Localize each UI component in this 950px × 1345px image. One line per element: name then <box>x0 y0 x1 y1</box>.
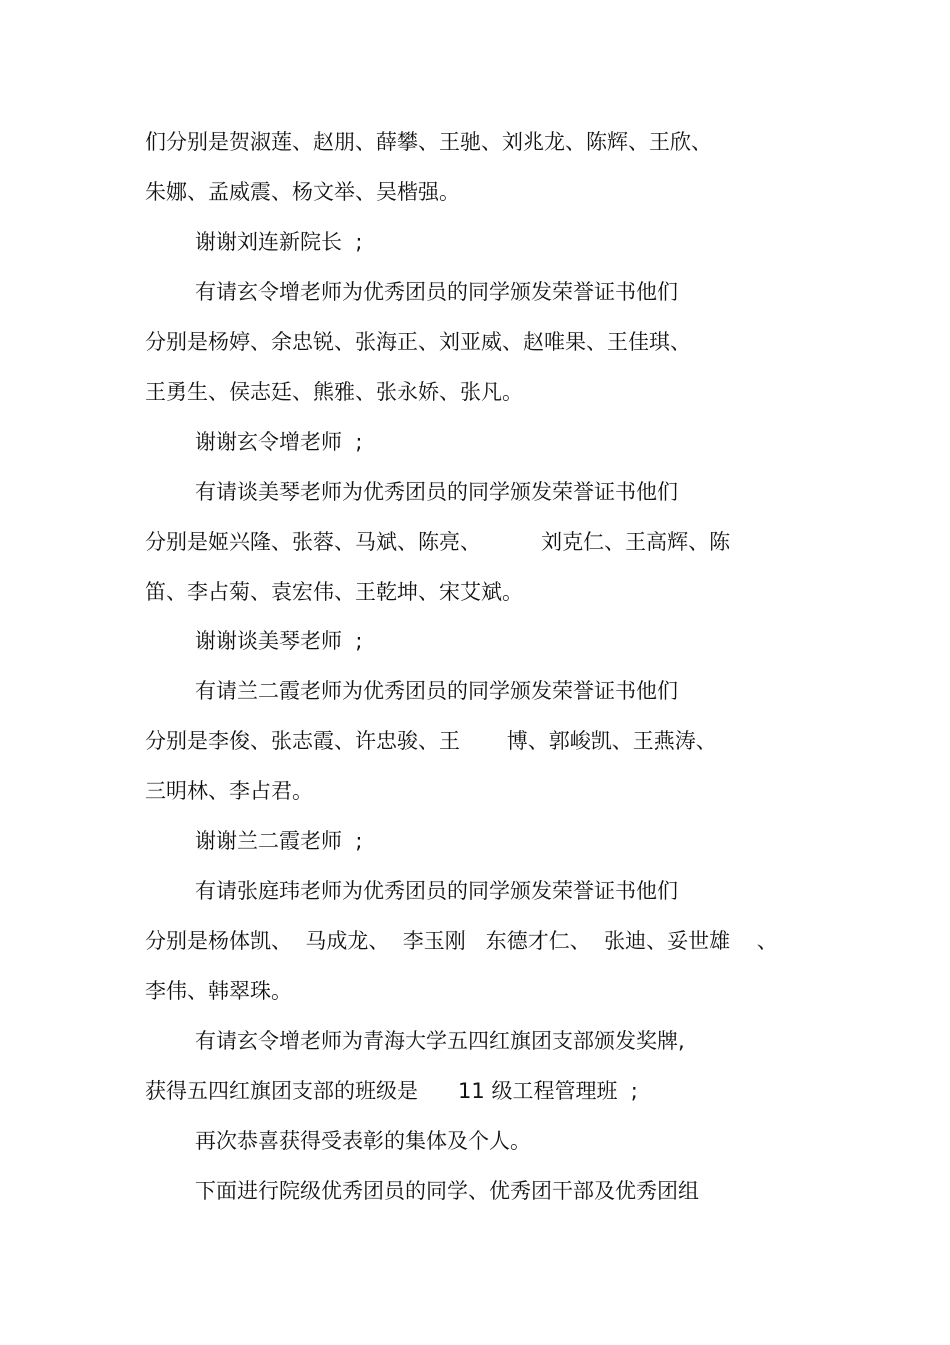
text-line-5: 分别是杨婷、余忠锐、张海正、刘亚威、赵唯果、王佳琪、 <box>145 330 691 354</box>
text-line-14: 三明林、李占君。 <box>145 779 313 803</box>
text-line-3: 谢谢刘连新院长 ; <box>195 230 363 254</box>
text-line-10: 笛、李占菊、袁宏伟、王乾坤、宋艾斌。 <box>145 580 523 604</box>
text-line-4: 有请玄令增老师为优秀团员的同学颁发荣誉证书他们 <box>195 280 678 304</box>
text-line-8: 有请谈美琴老师为优秀团员的同学颁发荣誉证书他们 <box>195 480 678 504</box>
text-line-1: 们分别是贺淑莲、赵朋、薛攀、王驰、刘兆龙、陈辉、王欣、 <box>145 130 712 154</box>
text-line-13: 分别是李俊、张志霞、许忠骏、王 博、郭峻凯、王燕涛、 <box>145 729 717 753</box>
text-line-21: 再次恭喜获得受表彰的集体及个人。 <box>195 1129 531 1153</box>
text-line-12: 有请兰二霞老师为优秀团员的同学颁发荣誉证书他们 <box>195 679 678 703</box>
text-line-11: 谢谢谈美琴老师 ; <box>195 629 363 653</box>
text-line-7: 谢谢玄令增老师 ; <box>195 430 363 454</box>
text-line-17: 分别是杨体凯、 马成龙、 李玉刚 东德才仁、 张迪、妥世雄 、 <box>145 929 778 953</box>
text-line-22: 下面进行院级优秀团员的同学、优秀团干部及优秀团组 <box>195 1179 699 1203</box>
text-line-18: 李伟、韩翠珠。 <box>145 979 292 1003</box>
text-line-20: 获得五四红旗团支部的班级是 11 级工程管理班 ; <box>145 1079 638 1103</box>
text-line-2: 朱娜、孟威震、杨文举、吴楷强。 <box>145 180 460 204</box>
text-line-6: 王勇生、侯志廷、熊雅、张永娇、张凡。 <box>145 380 523 404</box>
text-line-16: 有请张庭玮老师为优秀团员的同学颁发荣誉证书他们 <box>195 879 678 903</box>
text-line-9: 分别是姬兴隆、张蓉、马斌、陈亮、 刘克仁、王高辉、陈 <box>145 530 731 554</box>
text-line-19: 有请玄令增老师为青海大学五四红旗团支部颁发奖牌, <box>195 1029 685 1053</box>
text-line-15: 谢谢兰二霞老师 ; <box>195 829 363 853</box>
